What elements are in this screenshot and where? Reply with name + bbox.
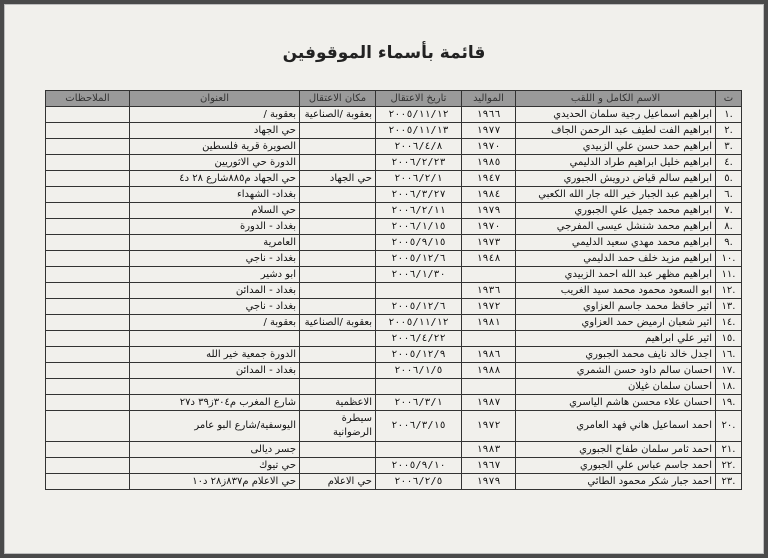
row-birth: ١٩٧٧	[462, 123, 516, 139]
row-address: حي الاعلام م٨٣٧ز٢٨ د١٠	[130, 474, 300, 490]
row-notes	[46, 347, 130, 363]
row-arrest-place	[300, 299, 376, 315]
row-arrest-place	[300, 283, 376, 299]
row-arrest-date: ٢٠٠٦/٢/١١	[376, 203, 462, 219]
row-name: ابراهيم محمد شنشل عيسى المفرجي	[516, 219, 716, 235]
row-notes	[46, 331, 130, 347]
row-name: اجدل خالد نايف محمد الجبوري	[516, 347, 716, 363]
row-name: احمد اسماعيل هاني فهد العامري	[516, 411, 716, 442]
row-arrest-date: ٢٠٠٦/٤/٨	[376, 139, 462, 155]
row-index: .٥	[716, 171, 742, 187]
row-birth: ١٩٤٧	[462, 171, 516, 187]
row-name: احسان علاء محسن هاشم الياسري	[516, 395, 716, 411]
row-index: .٢١	[716, 442, 742, 458]
table-row	[46, 283, 742, 299]
row-address: ابو دشير	[130, 267, 300, 283]
row-birth: ١٩٧٠	[462, 139, 516, 155]
row-name: احمد جاسم عباس علي الجبوري	[516, 458, 716, 474]
row-birth: ١٩٨٧	[462, 395, 516, 411]
row-arrest-place	[300, 363, 376, 379]
row-arrest-place	[300, 267, 376, 283]
row-index: .٣	[716, 139, 742, 155]
row-notes	[46, 187, 130, 203]
row-index: .٢٠	[716, 411, 742, 442]
row-birth: ١٩٨٦	[462, 347, 516, 363]
table-row	[46, 187, 742, 203]
row-arrest-date: ٢٠٠٥/١١/١٣	[376, 123, 462, 139]
table-row	[46, 411, 742, 442]
header-name: الاسم الكامل و اللقب	[516, 91, 716, 107]
row-index: .١٩	[716, 395, 742, 411]
row-arrest-date: ٢٠٠٦/١/٣٠	[376, 267, 462, 283]
row-address: بغداد - المدائن	[130, 363, 300, 379]
row-birth: ١٩٨٨	[462, 363, 516, 379]
document-page	[4, 4, 764, 554]
row-index: .٤	[716, 155, 742, 171]
row-birth: ١٩٣٦	[462, 283, 516, 299]
table-row	[46, 139, 742, 155]
table-row	[46, 219, 742, 235]
row-address: بغداد- الشهداء	[130, 187, 300, 203]
row-arrest-date: ٢٠٠٥/١٢/٦	[376, 251, 462, 267]
header-address: العنوان	[130, 91, 300, 107]
row-index: .٦	[716, 187, 742, 203]
row-arrest-date	[376, 379, 462, 395]
row-notes	[46, 315, 130, 331]
header-birth: المواليد	[462, 91, 516, 107]
row-name: احمد ثامر سلمان طفاح الجبوري	[516, 442, 716, 458]
row-name: ابراهيم حمد حسن علي الزبيدي	[516, 139, 716, 155]
row-address: الصويرة قرية فلسطين	[130, 139, 300, 155]
table-row	[46, 458, 742, 474]
row-arrest-place: حي الاعلام	[300, 474, 376, 490]
row-notes	[46, 299, 130, 315]
row-notes	[46, 379, 130, 395]
row-arrest-place	[300, 331, 376, 347]
row-name: ابو السعود محمود محمد سيد الغريب	[516, 283, 716, 299]
row-notes	[46, 235, 130, 251]
row-arrest-place	[300, 442, 376, 458]
row-name: ابراهيم محمد مهدي سعيد الدليمي	[516, 235, 716, 251]
row-birth	[462, 379, 516, 395]
row-index: .١٥	[716, 331, 742, 347]
row-arrest-date: ٢٠٠٦/١/٥	[376, 363, 462, 379]
row-name: اثير شعبان ارميض حمد العزاوي	[516, 315, 716, 331]
row-arrest-place	[300, 347, 376, 363]
row-index: .١٠	[716, 251, 742, 267]
row-arrest-place	[300, 219, 376, 235]
row-birth: ١٩٧٢	[462, 299, 516, 315]
table-row	[46, 315, 742, 331]
row-index: .٢٢	[716, 458, 742, 474]
row-index: .٢٣	[716, 474, 742, 490]
row-birth: ١٩٨١	[462, 315, 516, 331]
row-arrest-place	[300, 235, 376, 251]
row-notes	[46, 203, 130, 219]
row-address: بعقوبة /	[130, 107, 300, 123]
row-birth	[462, 267, 516, 283]
row-arrest-date: ٢٠٠٦/٤/٢٢	[376, 331, 462, 347]
row-notes	[46, 171, 130, 187]
table-row	[46, 442, 742, 458]
row-notes	[46, 442, 130, 458]
row-notes	[46, 363, 130, 379]
row-index: .١٤	[716, 315, 742, 331]
row-address: بغداد - المدائن	[130, 283, 300, 299]
row-arrest-place	[300, 458, 376, 474]
row-birth: ١٩٧٣	[462, 235, 516, 251]
row-address: العامرية	[130, 235, 300, 251]
row-notes	[46, 107, 130, 123]
row-notes	[46, 411, 130, 442]
row-address	[130, 379, 300, 395]
row-arrest-date: ٢٠٠٦/٣/١	[376, 395, 462, 411]
row-name: ابراهيم سالم قياض درويش الجبوري	[516, 171, 716, 187]
row-arrest-date: ٢٠٠٥/١٢/٩	[376, 347, 462, 363]
row-notes	[46, 139, 130, 155]
row-name: ابراهيم محمد جميل علي الجبوري	[516, 203, 716, 219]
row-address: حي الجهاد	[130, 123, 300, 139]
row-index: .١١	[716, 267, 742, 283]
row-arrest-place: بعقوبة /الصناعية	[300, 107, 376, 123]
row-address: حي الجهاد م٨٨٥شارع ٢٨ د٤	[130, 171, 300, 187]
table-row	[46, 379, 742, 395]
row-address: الدورة جمعية خير الله	[130, 347, 300, 363]
row-birth: ١٩٧٩	[462, 203, 516, 219]
row-arrest-date: ٢٠٠٦/٢/١	[376, 171, 462, 187]
row-birth: ١٩٨٣	[462, 442, 516, 458]
table-row	[46, 474, 742, 490]
row-name: ابراهيم مظهر عبد الله احمد الزبيدي	[516, 267, 716, 283]
row-arrest-place: بعقوبة /الصناعية	[300, 315, 376, 331]
row-index: .٩	[716, 235, 742, 251]
row-name: احسان سالم داود حسن الشمري	[516, 363, 716, 379]
row-birth: ١٩٧٠	[462, 219, 516, 235]
row-address: حي السلام	[130, 203, 300, 219]
row-birth: ١٩٨٥	[462, 155, 516, 171]
row-arrest-date: ٢٠٠٥/٩/١٠	[376, 458, 462, 474]
row-address: بغداد - ناجي	[130, 251, 300, 267]
row-notes	[46, 395, 130, 411]
row-arrest-place	[300, 139, 376, 155]
row-notes	[46, 219, 130, 235]
row-arrest-date	[376, 442, 462, 458]
row-index: .٨	[716, 219, 742, 235]
row-index: .١٢	[716, 283, 742, 299]
row-arrest-date: ٢٠٠٥/٩/١٥	[376, 235, 462, 251]
row-name: احسان سلمان غيلان	[516, 379, 716, 395]
row-arrest-place: حي الجهاد	[300, 171, 376, 187]
row-index: .١٦	[716, 347, 742, 363]
table-row	[46, 395, 742, 411]
row-index: .١٣	[716, 299, 742, 315]
row-notes	[46, 458, 130, 474]
row-arrest-date: ٢٠٠٥/١١/١٢	[376, 315, 462, 331]
row-address: جسر ديالى	[130, 442, 300, 458]
row-name: اثير علي ابراهيم	[516, 331, 716, 347]
row-birth: ١٩٨٤	[462, 187, 516, 203]
row-birth: ١٩٤٨	[462, 251, 516, 267]
row-index: .٧	[716, 203, 742, 219]
row-notes	[46, 474, 130, 490]
row-arrest-date: ٢٠٠٦/٣/١٥	[376, 411, 462, 442]
row-name: اثير حافظ محمد جاسم العزاوي	[516, 299, 716, 315]
row-arrest-date: ٢٠٠٦/١/١٥	[376, 219, 462, 235]
row-address: بعقوبة /	[130, 315, 300, 331]
row-index: .٢	[716, 123, 742, 139]
row-arrest-date: ٢٠٠٦/٢/٢٣	[376, 155, 462, 171]
row-arrest-date: ٢٠٠٦/٣/٢٧	[376, 187, 462, 203]
row-address: شارع المغرب م٣٠٤ز٣٩ د٢٧	[130, 395, 300, 411]
header-notes: الملاحظات	[46, 91, 130, 107]
row-arrest-place	[300, 155, 376, 171]
table-row	[46, 155, 742, 171]
table-row	[46, 235, 742, 251]
row-arrest-place	[300, 379, 376, 395]
table-row	[46, 203, 742, 219]
row-name: ابراهيم عبد الجبار خير الله جار الله الكعبي	[516, 187, 716, 203]
row-arrest-place	[300, 251, 376, 267]
row-arrest-date: ٢٠٠٦/٢/٥	[376, 474, 462, 490]
row-address: الدورة حي الاثوريين	[130, 155, 300, 171]
table-row	[46, 331, 742, 347]
row-notes	[46, 267, 130, 283]
row-arrest-place: سيطرة الرضوانية	[300, 411, 376, 442]
table-row	[46, 347, 742, 363]
row-notes	[46, 283, 130, 299]
row-birth	[462, 331, 516, 347]
row-index: .١٧	[716, 363, 742, 379]
table-row	[46, 107, 742, 123]
page-title: قائمة بأسماء الموقوفين	[282, 43, 486, 63]
row-address: بغداد - ناجي	[130, 299, 300, 315]
detainees-table	[45, 90, 742, 490]
row-arrest-date: ٢٠٠٥/١٢/٦	[376, 299, 462, 315]
table-row	[46, 123, 742, 139]
row-address: اليوسفية/شارع البو عامر	[130, 411, 300, 442]
row-arrest-date: ٢٠٠٥/١١/١٢	[376, 107, 462, 123]
row-address	[130, 331, 300, 347]
row-arrest-date	[376, 283, 462, 299]
row-name: ابراهيم مزيد خلف حمد الدليمي	[516, 251, 716, 267]
header-arrest-date: تاريخ الاعتقال	[376, 91, 462, 107]
table-row	[46, 299, 742, 315]
row-notes	[46, 251, 130, 267]
row-notes	[46, 155, 130, 171]
row-index: .١	[716, 107, 742, 123]
row-name: ابراهيم اسماعيل رجية سلمان الحديدي	[516, 107, 716, 123]
header-arrest-place: مكان الاعتقال	[300, 91, 376, 107]
table-row	[46, 363, 742, 379]
row-arrest-place	[300, 187, 376, 203]
table-row	[46, 267, 742, 283]
header-index: ت	[716, 91, 742, 107]
row-birth: ١٩٦٧	[462, 458, 516, 474]
row-name: ابراهيم خليل ابراهيم طراد الدليمي	[516, 155, 716, 171]
row-arrest-place: الاعظمية	[300, 395, 376, 411]
row-birth: ١٩٧٢	[462, 411, 516, 442]
row-index: .١٨	[716, 379, 742, 395]
row-address: بغداد - الدورة	[130, 219, 300, 235]
row-arrest-place	[300, 203, 376, 219]
row-birth: ١٩٦٦	[462, 107, 516, 123]
row-name: احمد جبار شكر محمود الطائي	[516, 474, 716, 490]
table-row	[46, 251, 742, 267]
row-address: حي تيوك	[130, 458, 300, 474]
table-header-row	[46, 91, 742, 107]
table-row	[46, 171, 742, 187]
row-birth: ١٩٧٩	[462, 474, 516, 490]
row-notes	[46, 123, 130, 139]
row-name: ابراهيم الفت لطيف عبد الرحمن الجاف	[516, 123, 716, 139]
row-arrest-place	[300, 123, 376, 139]
